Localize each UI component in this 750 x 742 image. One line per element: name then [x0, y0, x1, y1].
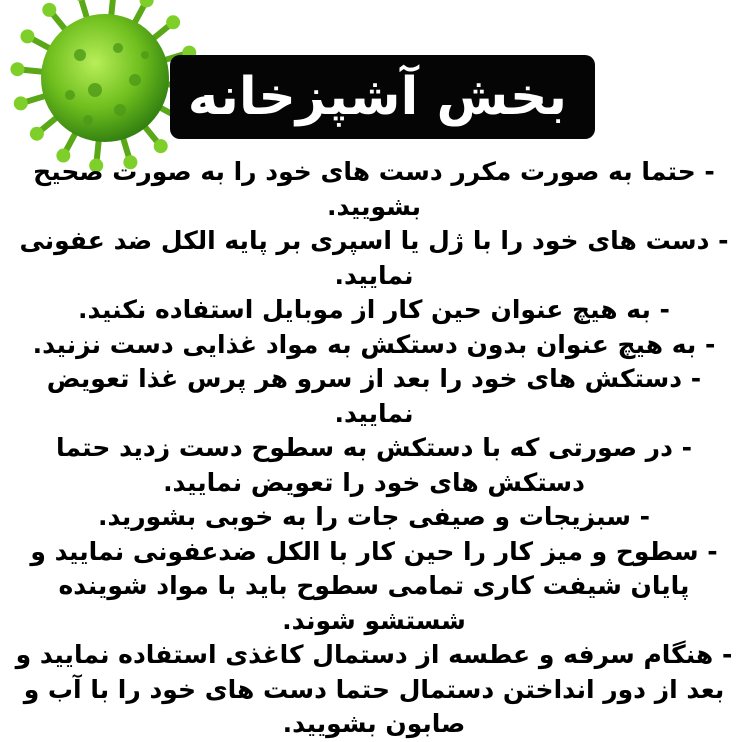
list-item: - سبزیجات و صیفی جات را به خوبی بشورید. [97, 502, 651, 531]
title-banner [170, 55, 595, 139]
list-item: - به هیچ عنوان حین کار از موبایل استفاده نکنید. [78, 295, 670, 324]
list-item: - در صورتی که با دستکش به سطوح دست زدید حتما دستکش های خود را تعویض نمایید. [56, 433, 692, 497]
list-item: - دستکش های خود را بعد از سرو هر پرس غذا تعویض نمایید. [46, 364, 702, 428]
instructions-list [10, 155, 738, 742]
list-item: - دست های خود را با ژل یا اسپری بر پایه الکل ضد عفونی نمایید. [19, 226, 729, 290]
list-item: - به هیچ عنوان بدون دستکش به مواد غذایی دست نزنید. [32, 329, 716, 359]
page-title: بخش آشپزخانه [187, 67, 567, 127]
list-item: - سطوح و میز کار را حین کار با الکل ضدعفونی نمایید و پایان شیفت کاری تمامی سطوح باید با مواد شوینده شستشو شوند. [30, 536, 718, 635]
list-item: - حتما به صورت مکرر دست های خود را به صورت صحیح بشویید. [33, 157, 715, 221]
list-item: - هنگام سرفه و عطسه از دستمال کاغذی استفاده نمایید و بعد از دور انداختن دستمال حتما دست های خود را با آب و صابون بشویید. [15, 640, 733, 738]
